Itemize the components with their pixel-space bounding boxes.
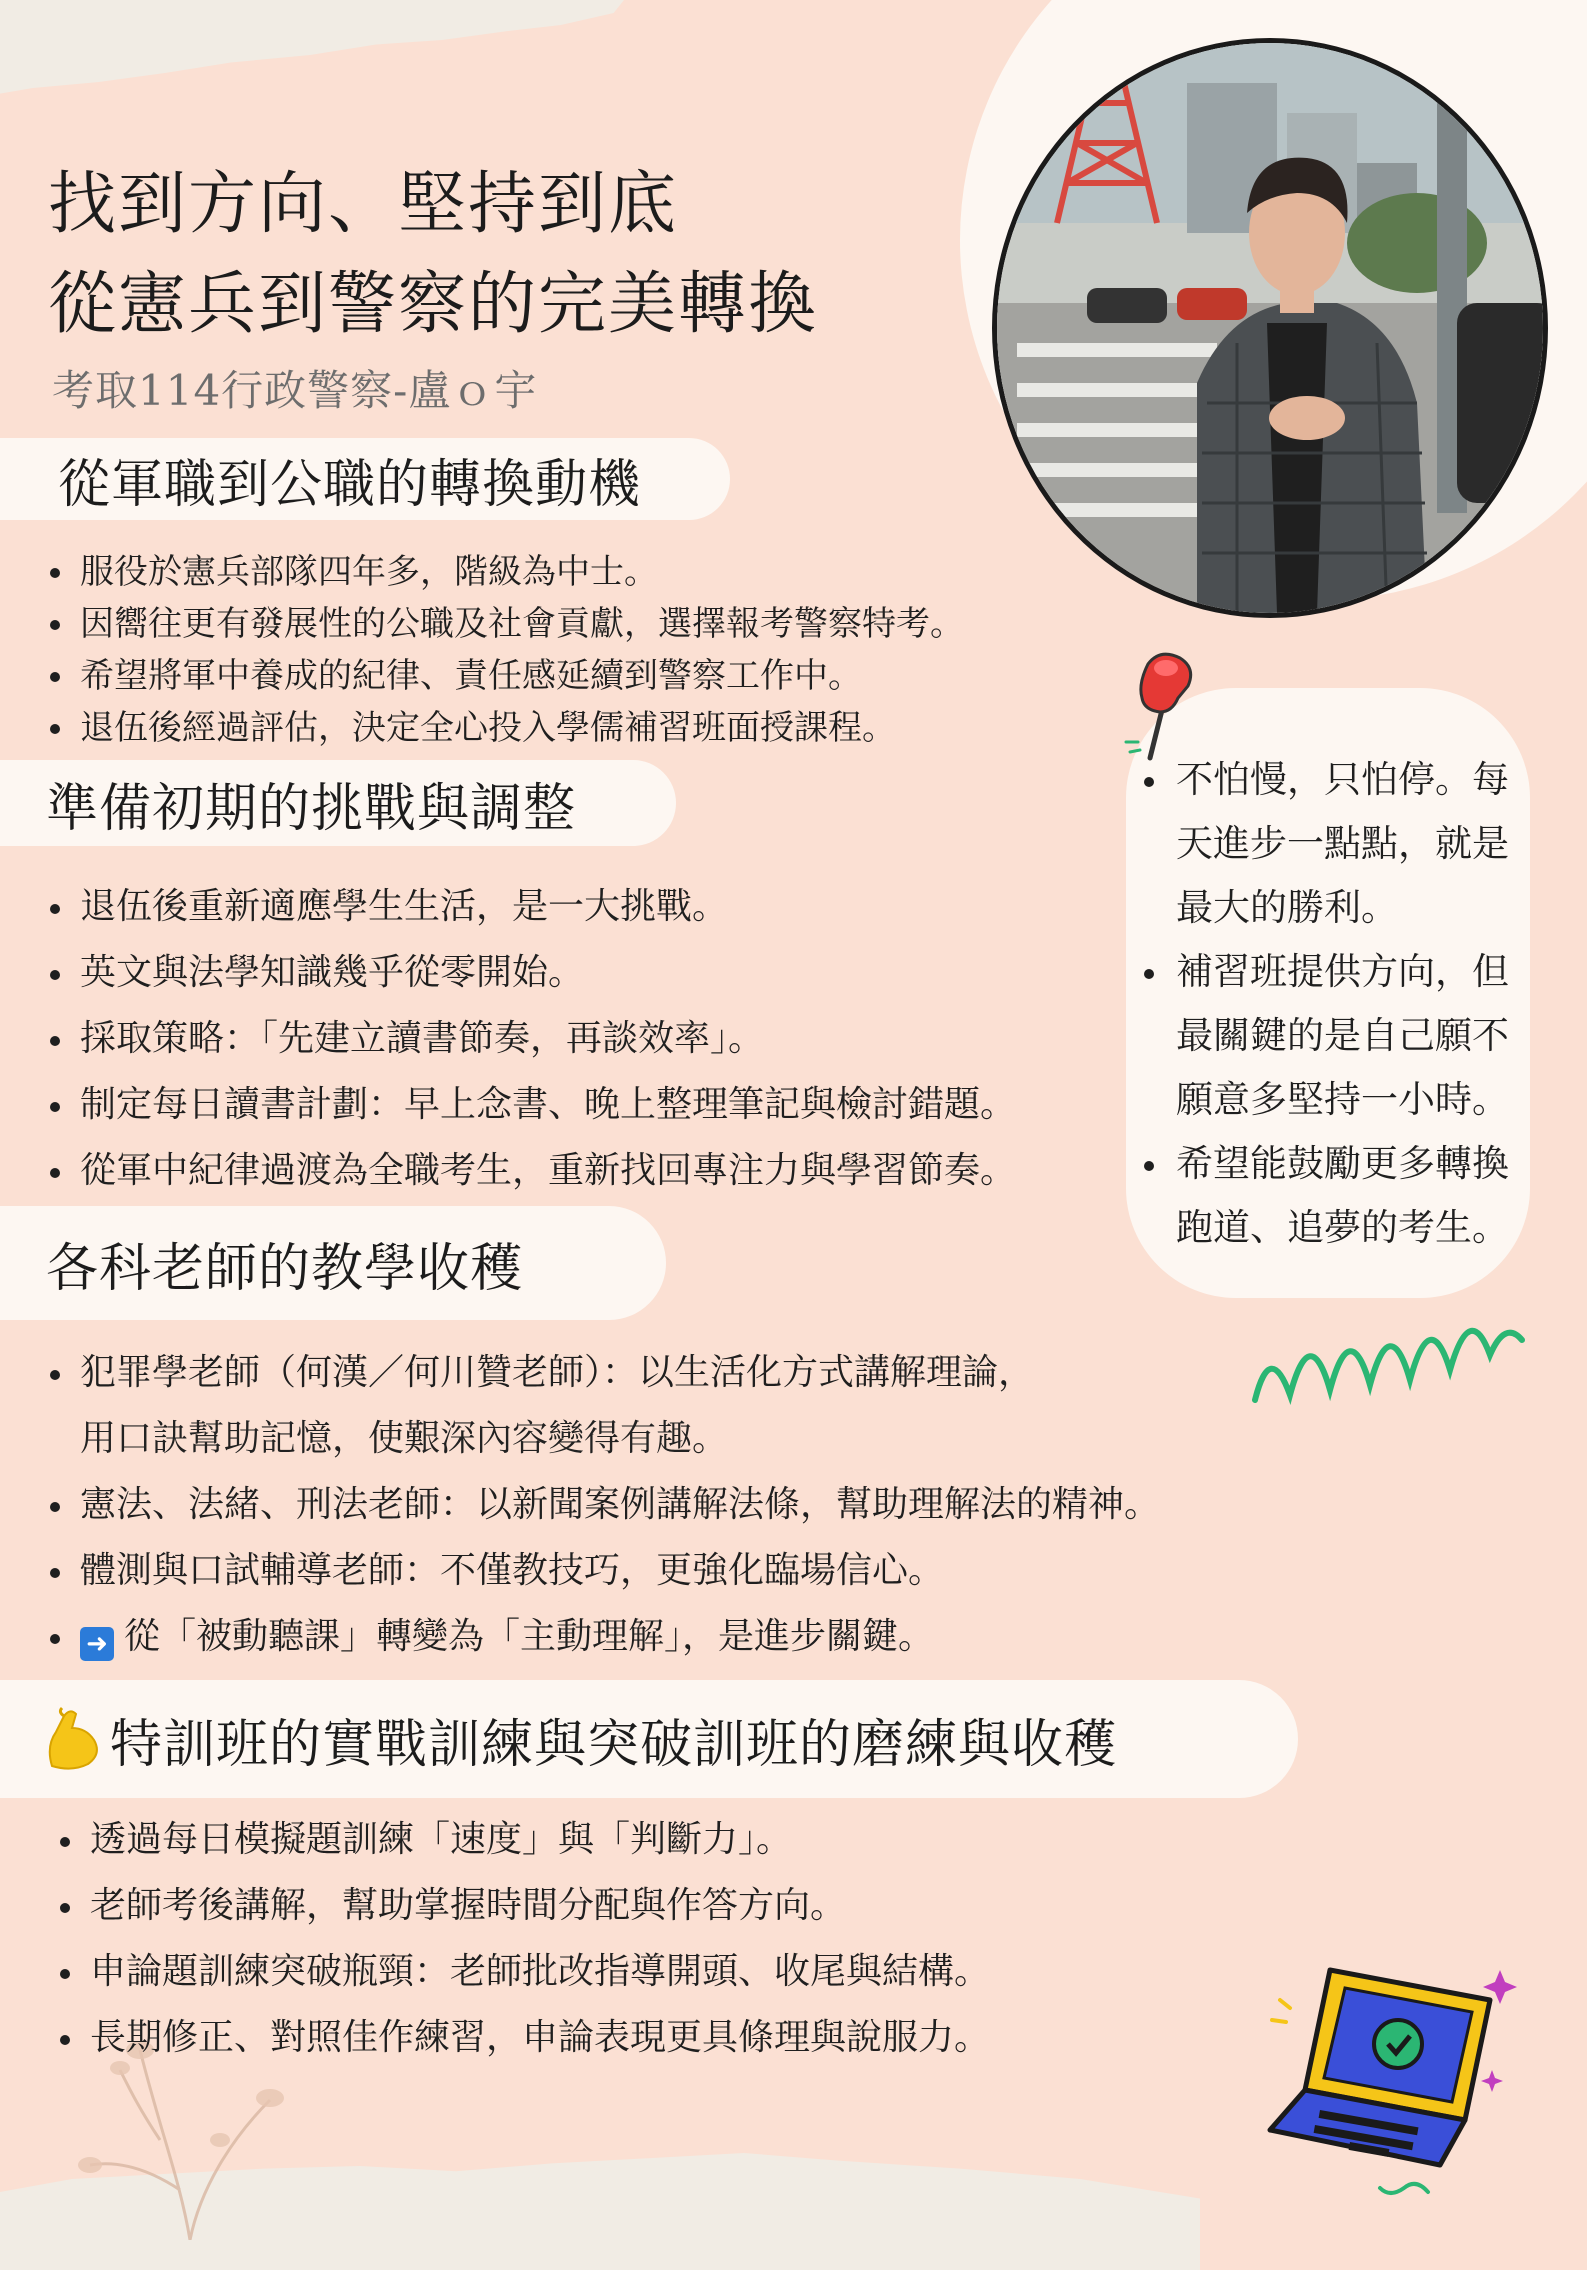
list-item: 退伍後重新適應學生生活，是一大挑戰。 bbox=[46, 874, 1016, 940]
list-item-text: 從「被動聽課」轉變為「主動理解」，是進步關鍵。 bbox=[124, 1616, 935, 1657]
list-item: 犯罪學老師（何漢／何川贊老師）：以生活化方式講解理論， bbox=[46, 1340, 1160, 1406]
list-item: 英文與法學知識幾乎從零開始。 bbox=[46, 940, 1016, 1006]
torn-paper-decoration bbox=[0, 0, 640, 130]
section-heading-text: 各科老師的教學收穫 bbox=[46, 1238, 524, 1299]
section-heading-motivation bbox=[0, 438, 730, 520]
list-item: 因嚮往更有發展性的公職及社會貢獻，選擇報考警察特考。 bbox=[46, 598, 964, 650]
list-item: 申論題訓練突破瓶頸：老師批改指導開頭、收尾與結構。 bbox=[56, 1939, 990, 2005]
list-item: 體測與口試輔導老師：不僅教技巧，更強化臨場信心。 bbox=[46, 1538, 1160, 1604]
training-list bbox=[56, 1807, 990, 2071]
page-title-line-1: 找到方向、堅持到底 bbox=[48, 165, 679, 244]
section-heading-text: 從軍職到公職的轉換動機 bbox=[58, 454, 642, 515]
section-heading-challenges bbox=[0, 760, 676, 846]
list-item-with-arrow bbox=[46, 1604, 1160, 1670]
list-item: 從軍中紀律過渡為全職考生，重新找回專注力與學習節奏。 bbox=[46, 1138, 1016, 1204]
list-item: 服役於憲兵部隊四年多，階級為中士。 bbox=[46, 546, 964, 598]
quote-item: 不怕慢，只怕停。每天進步一點點，就是最大的勝利。 bbox=[1140, 748, 1540, 940]
flexed-biceps-icon bbox=[42, 1706, 104, 1772]
page-subtitle: 考取114行政警察-盧ｏ宇 bbox=[52, 366, 538, 415]
quote-item: 補習班提供方向，但最關鍵的是自己願不願意多堅持一小時。 bbox=[1140, 940, 1540, 1132]
list-item: 長期修正、對照佳作練習，申論表現更具條理與說服力。 bbox=[56, 2005, 990, 2071]
motivation-list bbox=[46, 546, 964, 754]
right-arrow-icon: ➜ bbox=[80, 1627, 114, 1661]
squiggle-decoration bbox=[1250, 1300, 1530, 1410]
list-item: 老師考後講解，幫助掌握時間分配與作答方向。 bbox=[56, 1873, 990, 1939]
list-item: 採取策略：「先建立讀書節奏，再談效率」。 bbox=[46, 1006, 1016, 1072]
profile-photo bbox=[992, 38, 1548, 618]
challenges-list bbox=[46, 874, 1016, 1204]
page-title-line-2: 從憲兵到警察的完美轉換 bbox=[48, 265, 819, 344]
section-heading-teachers bbox=[0, 1206, 666, 1320]
list-item: 透過每日模擬題訓練「速度」與「判斷力」。 bbox=[56, 1807, 990, 1873]
list-item: 憲法、法緒、刑法老師：以新聞案例講解法條，幫助理解法的精神。 bbox=[46, 1472, 1160, 1538]
list-item: 希望將軍中養成的紀律、責任感延續到警察工作中。 bbox=[46, 650, 964, 702]
section-heading-text: 準備初期的挑戰與調整 bbox=[46, 778, 577, 839]
list-item: 制定每日讀書計劃：早上念書、晚上整理筆記與檢討錯題。 bbox=[46, 1072, 1016, 1138]
list-item-continuation: 用口訣幫助記憶，使艱深內容變得有趣。 bbox=[80, 1418, 729, 1459]
list-item: 退伍後經過評估，決定全心投入學儒補習班面授課程。 bbox=[46, 702, 964, 754]
teachers-list bbox=[46, 1340, 1160, 1670]
laptop-icon bbox=[1260, 1960, 1550, 2210]
quote-list bbox=[1140, 748, 1540, 1260]
section-heading-training bbox=[0, 1680, 1298, 1798]
quote-item: 希望能鼓勵更多轉換跑道、追夢的考生。 bbox=[1140, 1132, 1540, 1260]
section-heading-text: 特訓班的實戰訓練與突破訓班的磨練與收穫 bbox=[110, 1714, 1118, 1775]
